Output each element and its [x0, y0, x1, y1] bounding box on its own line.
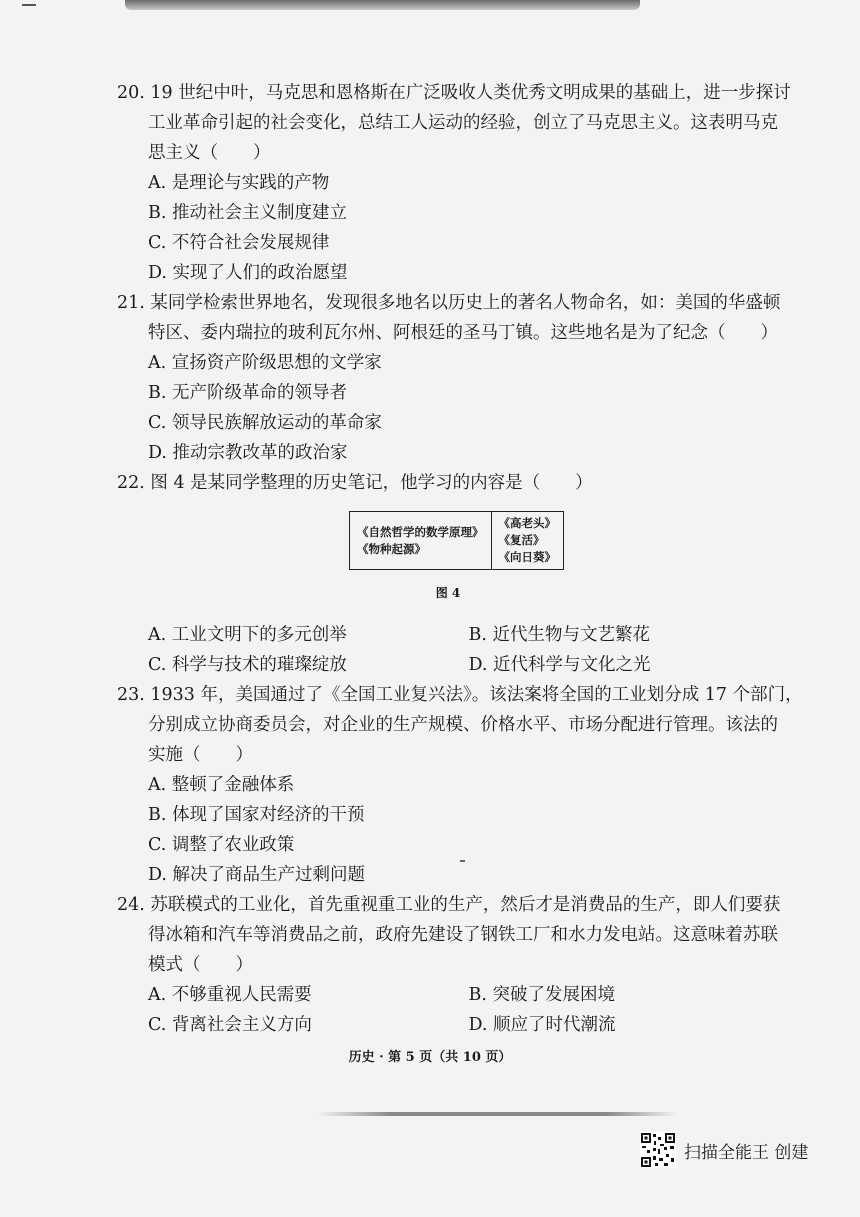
question-21 — [117, 288, 789, 468]
scan-edge-shadow — [318, 1112, 678, 1116]
stem-line: 22. 图 4 是某同学整理的历史笔记，他学习的内容是（ ） — [117, 473, 593, 493]
figure-left-cell — [350, 512, 492, 570]
stem-line: 得冰箱和汽车等消费品之前，政府先建设了钢铁工厂和水力发电站。这意味着苏联 — [148, 925, 778, 945]
scan-edge-shadow — [125, 0, 640, 10]
stem-line: 20. 19 世纪中叶，马克思和恩格斯在广泛吸收人类优秀文明成果的基础上，进一步探讨 — [117, 83, 791, 103]
stem-line: 思主义（ ） — [148, 143, 271, 163]
option-row — [117, 1010, 789, 1040]
option-a: A. 不够重视人民需要 — [148, 985, 312, 1005]
option-d: D. 推动宗教改革的政治家 — [148, 443, 348, 463]
question-24 — [117, 890, 789, 1040]
option-row — [117, 650, 789, 680]
question-20 — [117, 78, 789, 288]
option-a: A. 宣扬资产阶级思想的文学家 — [148, 353, 382, 373]
option-a: A. 是理论与实践的产物 — [148, 173, 330, 193]
option-b: B. 突破了发展困境 — [468, 985, 615, 1005]
option-d: D. 顺应了时代潮流 — [468, 1015, 616, 1035]
stem-line: 实施（ ） — [148, 745, 253, 765]
scan-mark — [22, 4, 36, 6]
scan-speck — [460, 860, 465, 862]
figure-right-item: 《复活》 — [498, 533, 545, 547]
scanner-watermark — [640, 1132, 808, 1168]
figure-4-table — [349, 511, 564, 570]
stem-line: 模式（ ） — [148, 955, 253, 975]
stem-line: 特区、委内瑞拉的玻利瓦尔州、阿根廷的圣马丁镇。这些地名是为了纪念（ ） — [148, 323, 778, 343]
question-22-options — [117, 620, 789, 680]
figure-right-item: 《高老头》 — [498, 516, 556, 530]
option-c: C. 不符合社会发展规律 — [148, 233, 330, 253]
stem-line: 24. 苏联模式的工业化，首先重视重工业的生产，然后才是消费品的生产，即人们要获 — [117, 895, 781, 915]
figure-left-item: 《物种起源》 — [357, 541, 426, 556]
figure-caption: 图 4 — [435, 586, 461, 600]
option-d: D. 解决了商品生产过剩问题 — [148, 865, 366, 885]
option-c: C. 背离社会主义方向 — [148, 1015, 312, 1035]
figure-left-item: 《自然哲学的数学原理》 — [357, 524, 484, 539]
stem-line: 23. 1933 年，美国通过了《全国工业复兴法》。该法案将全国的工业划分成 17 个部门， — [117, 685, 803, 705]
question-23 — [117, 680, 803, 890]
question-22 — [117, 468, 789, 498]
option-b: B. 推动社会主义制度建立 — [148, 203, 347, 223]
option-row — [117, 980, 789, 1010]
option-row — [117, 620, 789, 650]
figure-right-item: 《向日葵》 — [498, 550, 556, 564]
option-d: D. 近代科学与文化之光 — [468, 655, 651, 675]
page-footer: 历史 · 第 5 页（共 10 页） — [348, 1050, 512, 1065]
question-stem — [117, 890, 789, 980]
stem-line: 分别成立协商委员会，对企业的生产规模、价格水平、市场分配进行管理。该法的 — [148, 715, 778, 735]
option-c: C. 领导民族解放运动的革命家 — [148, 413, 382, 433]
stem-line: 工业革命引起的社会变化，总结工人运动的经验，创立了马克思主义。这表明马克 — [148, 113, 778, 133]
stem-line: 21. 某同学检索世界地名，发现很多地名以历史上的著名人物命名，如：美国的华盛顿 — [117, 293, 781, 313]
option-b: B. 无产阶级革命的领导者 — [148, 383, 347, 403]
watermark-text: 扫描全能王 创建 — [684, 1142, 809, 1163]
question-stem — [117, 468, 789, 498]
question-stem — [117, 78, 789, 168]
option-d: D. 实现了人们的政治愿望 — [148, 263, 348, 283]
question-stem — [117, 680, 803, 770]
option-b: B. 近代生物与文艺繁花 — [468, 625, 650, 645]
option-b: B. 体现了国家对经济的干预 — [148, 805, 365, 825]
question-stem — [117, 288, 789, 348]
figure-right-cell — [491, 512, 564, 570]
option-c: C. 调整了农业政策 — [148, 835, 295, 855]
option-c: C. 科学与技术的璀璨绽放 — [148, 655, 347, 675]
option-a: A. 工业文明下的多元创举 — [148, 625, 347, 645]
option-a: A. 整顿了金融体系 — [148, 775, 295, 795]
qr-code-icon — [640, 1132, 676, 1168]
